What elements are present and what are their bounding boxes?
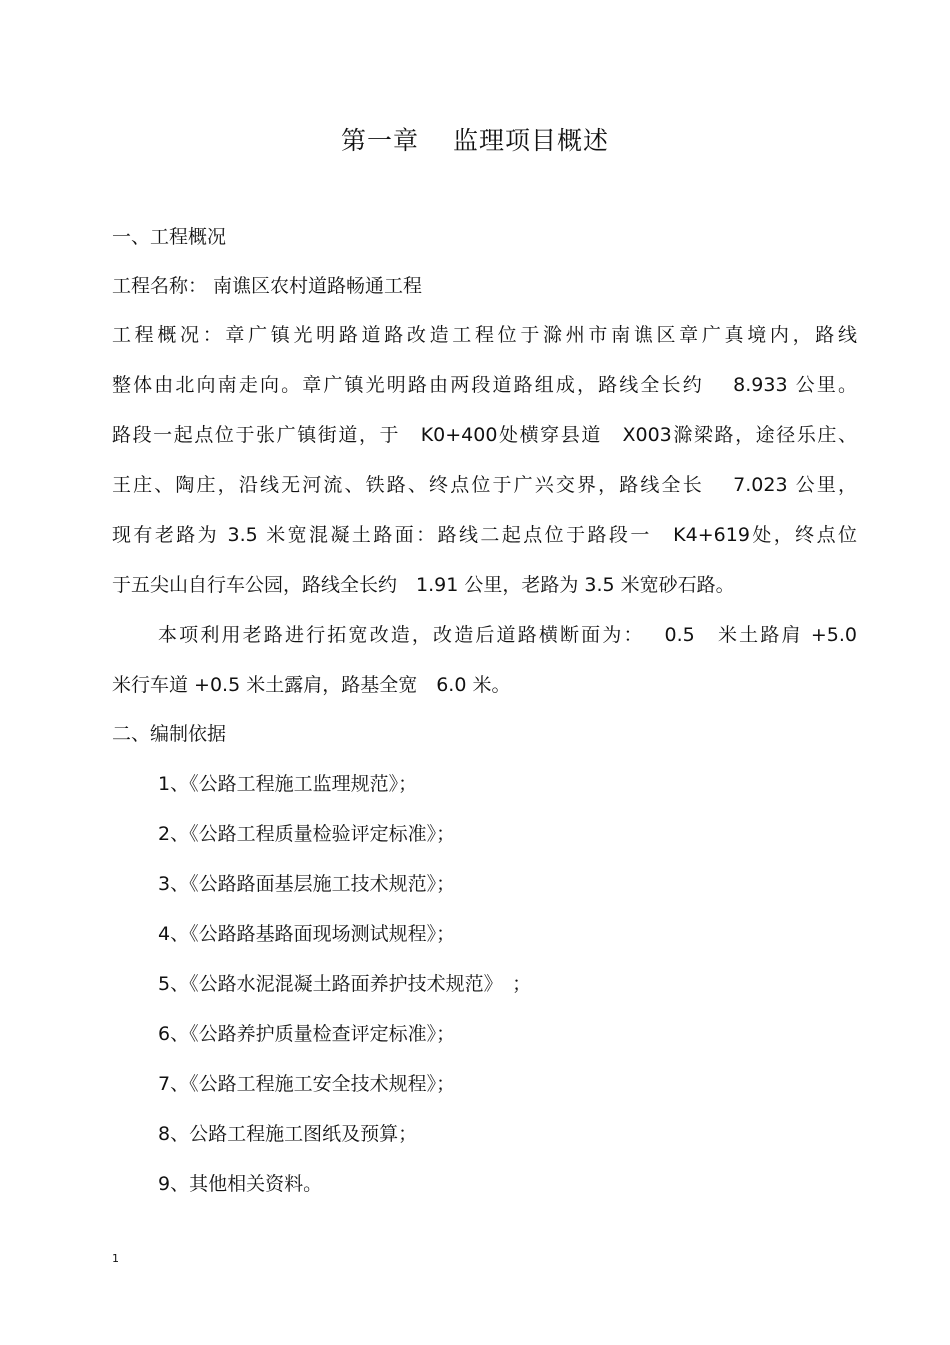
basis-item-8: 8、公路工程施工图纸及预算； xyxy=(158,1123,418,1145)
widening-line-2: 米行车道 +0.5 米土露肩，路基全宽 6.0 米。 xyxy=(112,674,511,696)
basis-item-6: 6、《公路养护质量检查评定标准》； xyxy=(158,1023,456,1045)
section-heading-overview: 一、工程概况 xyxy=(112,226,227,248)
widening-line-1: 本项利用老路进行拓宽改造，改造后道路横断面为： 0.5 米土路肩 +5.0 xyxy=(158,624,857,646)
page-number: 1 xyxy=(112,1252,119,1265)
overview-line-5: 现有老路为 3.5 米宽混凝土路面：路线二起点位于路段一 K4+619处，终点位 xyxy=(112,524,857,546)
overview-line-3: 路段一起点位于张广镇街道，于 K0+400处横穿县道 X003滁梁路，途径乐庄、 xyxy=(112,424,857,446)
basis-item-9: 9、其他相关资料。 xyxy=(158,1173,323,1195)
project-name-line: 工程名称： 南谯区农村道路畅通工程 xyxy=(112,275,423,297)
overview-line-1: 工程概况：章广镇光明路道路改造工程位于滁州市南谯区章广真境内，路线 xyxy=(112,324,857,346)
basis-item-1: 1、《公路工程施工监理规范》； xyxy=(158,773,418,795)
chapter-number: 第一章 xyxy=(340,126,419,155)
basis-item-4: 4、《公路路基路面现场测试规程》； xyxy=(158,923,456,945)
basis-item-7: 7、《公路工程施工安全技术规程》； xyxy=(158,1073,456,1095)
basis-item-5: 5、《公路水泥混凝土路面养护技术规范》 ； xyxy=(158,973,532,995)
section-heading-basis: 二、编制依据 xyxy=(112,723,227,745)
basis-item-3: 3、《公路路面基层施工技术规范》； xyxy=(158,873,456,895)
overview-line-4: 王庄、陶庄，沿线无河流、铁路、终点位于广兴交界，路线全长 7.023 公里， xyxy=(112,474,857,496)
overview-line-2: 整体由北向南走向。章广镇光明路由两段道路组成，路线全长约 8.933 公里。 xyxy=(112,374,857,396)
basis-item-2: 2、《公路工程质量检验评定标准》； xyxy=(158,823,456,845)
chapter-name: 监理项目概述 xyxy=(453,126,610,155)
overview-line-6: 于五尖山自行车公园，路线全长约 1.91 公里，老路为 3.5 米宽砂石路。 xyxy=(112,574,735,596)
chapter-title xyxy=(0,121,950,161)
